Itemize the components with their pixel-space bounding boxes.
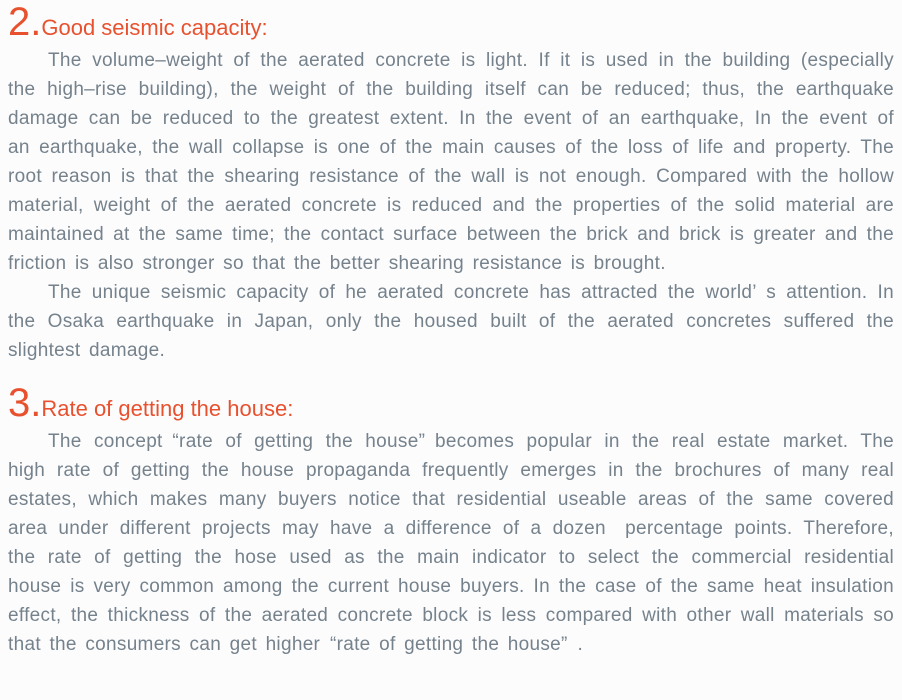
section-3-paragraph-1: The concept “rate of getting the house” becomes popular in the real estate market. The high rate of getting the house propaganda frequently emerges in the brochures of many real estates, which makes many buyers notice that residential useable areas of the same covered area under different projects may have a difference of a dozen percentage points. Therefore, the rate of getting the hose used as the main indicator to select the commercial residential house is very common among the current house buyers. In the case of the same heat insulation effect, the thickness of the aerated concrete block is less compared with other wall materials so that the consumers can get higher “rate of getting the house” . <box>8 431 894 655</box>
section-2-heading-row <box>8 2 894 42</box>
section-2-paragraph-1: The volume–weight of the aerated concrete is light. If it is used in the building (especially the high–rise building), the weight of the building itself can be reduced; thus, the earthquake damage can be reduced to the greatest extent. In the event of an earthquake, In the event of an earthquake, the wall collapse is one of the main causes of the loss of life and property. The root reason is that the shearing resistance of the wall is not enough. Compared with the hollow material, weight of the aerated concrete is reduced and the properties of the solid material are maintained at the same time; the contact surface between the brick and brick is greater and the friction is also stronger so that the better shearing resistance is brought. <box>8 50 894 274</box>
section-2-title: Good seismic capacity: <box>41 15 268 40</box>
section-good-seismic-capacity <box>8 2 894 365</box>
section-3-heading-row <box>8 383 894 423</box>
section-2-number: 2. <box>8 0 42 44</box>
section-3-number: 3. <box>8 381 42 425</box>
section-rate-of-getting-the-house <box>8 383 894 659</box>
section-2-paragraph-2: The unique seismic capacity of he aerated concrete has attracted the world’ s attention. In the Osaka earthquake in Japan, only the housed built of the aerated concretes suffered the slightest damage. <box>8 282 894 361</box>
section-3-title: Rate of getting the house: <box>41 396 294 421</box>
